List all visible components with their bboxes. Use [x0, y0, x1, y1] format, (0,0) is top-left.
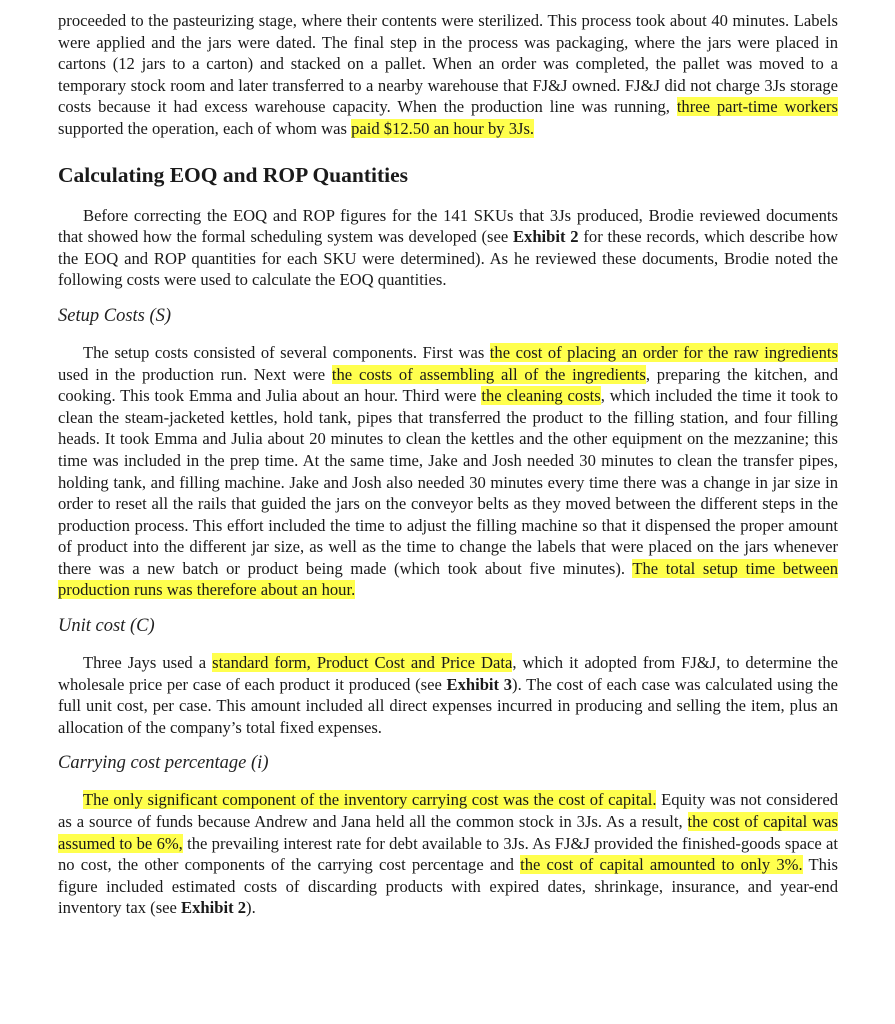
subheading-setup-costs: Setup Costs (S) [58, 305, 172, 326]
highlight-hourly-pay: paid $12.50 an hour by 3Js. [351, 118, 535, 138]
exhibit-reference: Exhibit 3 [446, 674, 513, 694]
text-run: , which it adopted from FJ&J, to determine the wholesale price per case of each product it produced (see [58, 653, 838, 694]
text-run: , which included the time it took to clean the steam-jacketed kettles, hold tank, pipes that transferred the product to the filling station, and four filling heads. It took Emma and Julia about 20 minutes to clean the kettles and the other equipment on the mezzanine; this time was included in the prep time. At the same time, Jake and Josh needed 30 minutes to clean the transfer pipes, holding tank, and filling machine. Jake and Josh also needed 30 minutes every time there was a change in jar size in order to reset all the rails that guided the jars on the conveyor belts as they moved between the different steps in the production process. This effort included the time to adjust the filling machine so that it dispensed the proper amount of product into the different jar size, as well as the time to change the labels that were placed on the jars whenever there was a new batch or product being made (which took about five minutes). [58, 386, 838, 578]
paragraph-carrying-cost [58, 789, 838, 919]
text-run: , preparing the kitchen, and cooking. This took Emma and Julia about an hour. Third were [58, 364, 838, 406]
text-run: The setup costs consisted of several components. First was [83, 342, 490, 362]
text-run: proceeded to the pasteurizing stage, where their contents were sterilized. This process took about 40 minutes. Labels were applied and the jars were dated. The final step in the process was packaging, where the jars were placed in cartons (12 jars to a carton) and stacked on a pallet. When an order was completed, the pallet was moved to a temporary stock room and later transferred to a nearby warehouse that FJ&J owned. FJ&J did not charge 3Js storage costs because it had excess warehouse capacity. When the production line was running, [58, 11, 838, 117]
highlight-total-setup-time: The total setup time between production runs was therefore about an hour. [58, 558, 839, 600]
paragraph-packaging [58, 10, 838, 140]
section-heading: Calculating EOQ and ROP Quantities [58, 162, 409, 187]
paragraph-intro [58, 205, 838, 291]
text-run: ). The cost of each case was calculated using the full unit cost, per case. This amount included all direct expenses incurred in producing and selling the item, plus an allocation of the company’s total fixed expenses. [58, 674, 839, 737]
highlight-standard-form: standard form, Product Cost and Price Data [212, 653, 513, 673]
highlight-three-percent: the cost of capital amounted to only 3%. [520, 855, 803, 875]
highlight-part-time-workers: three part-time workers [676, 97, 838, 117]
highlight-assembling-cost: the costs of assembling all of the ingredients [331, 364, 646, 384]
paragraph-unit-cost [58, 652, 838, 738]
text-run: supported the operation, each of whom was [58, 118, 352, 138]
highlight-cleaning-cost: the cleaning costs [481, 386, 601, 406]
subheading-carrying-cost: Carrying cost percentage (i) [58, 753, 269, 774]
paragraph-setup-costs [58, 342, 838, 601]
exhibit-reference: Exhibit 2 [181, 898, 247, 918]
document-page [58, 10, 838, 919]
subheading-unit-cost: Unit cost (C) [58, 616, 155, 637]
text-run: used in the production run. Next were [58, 364, 332, 384]
exhibit-reference: Exhibit 2 [512, 227, 579, 247]
text-run: Equity was not considered as a source of funds because Andrew and Jana held all the common stock in 3Js. As a result, [58, 790, 838, 832]
text-run: the prevailing interest rate for debt available to 3Js. As FJ&J provided the finished-goods space at no cost, the other components of the carrying cost percentage and [58, 833, 838, 875]
text-run: This figure included estimated costs of discarding products with expired dates, shrinkage, insurance, and year-end inventory tax (see [58, 855, 838, 918]
highlight-six-percent: the cost of capital was assumed to be 6%, [58, 812, 838, 853]
text-run: ). [246, 898, 256, 918]
text-run: for these records, which describe how the EOQ and ROP quantities for each SKU were determined). As he reviewed these documents, Brodie noted the following costs were used to calculate the EOQ quantities. [58, 227, 839, 290]
highlight-order-cost: the cost of placing an order for the raw ingredients [489, 342, 838, 362]
highlight-cost-of-capital: The only significant component of the inventory carrying cost was the cost of capital. [83, 790, 657, 810]
text-run: Before correcting the EOQ and ROP figures for the 141 SKUs that 3Js produced, Brodie reviewed documents that showed how the formal scheduling system was developed (see [58, 205, 838, 247]
text-run: Three Jays used a [83, 653, 213, 673]
